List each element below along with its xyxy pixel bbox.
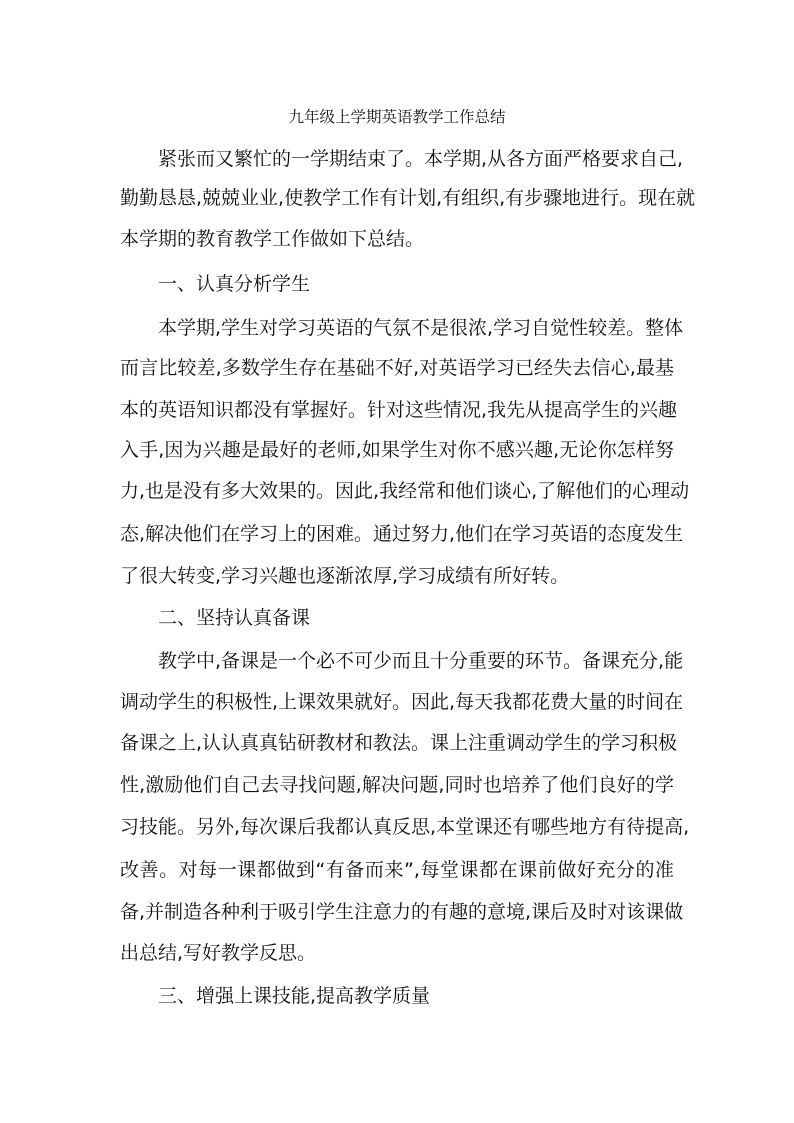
- text-line: 而言比较差,多数学生存在基础不好,对英语学习已经失去信心,最基: [120, 357, 674, 379]
- text-line: 备课之上,认认真真钻研教材和教法。课上注重调动学生的学习积极: [120, 732, 678, 754]
- section-heading: 二、坚持认真备课: [158, 607, 311, 629]
- text-line: 备,并制造各种利于吸引学生注意力的有趣的意境,课后及时对该课做: [120, 901, 684, 923]
- text-line: 勤勤恳恳,兢兢业业,使教学工作有计划,有组织,有步骤地进行。现在就: [120, 187, 696, 209]
- section-heading: 三、增强上课技能,提高教学质量: [158, 985, 431, 1007]
- text-line: 本的英语知识都没有掌握好。针对这些情况,我先从提高学生的兴趣: [120, 399, 678, 421]
- text-line: 态,解决他们在学习上的困难。通过努力,他们在学习英语的态度发生: [120, 523, 684, 545]
- text-line: 本学期的教育教学工作做如下总结。: [120, 228, 425, 250]
- text-line: 出总结,写好教学反思。: [120, 942, 317, 964]
- text-line: 改善。对每一课都做到“有备而来”,每堂课都在课前做好充分的准: [120, 859, 674, 881]
- text-line: 入手,因为兴趣是最好的老师,如果学生对你不感兴趣,无论你怎样努: [120, 439, 674, 461]
- text-line: 本学期,学生对学习英语的气氛不是很浓,学习自觉性较差。整体: [158, 317, 684, 339]
- text-line: 性,激励他们自己去寻找问题,解决问题,同时也培养了他们良好的学: [120, 774, 674, 796]
- text-line: 紧张而又繁忙的一学期结束了。本学期,从各方面严格要求自己,: [158, 148, 684, 170]
- text-line: 了很大转变,学习兴趣也逐渐浓厚,学习成绩有所好转。: [120, 565, 570, 587]
- text-line: 习技能。另外,每次课后我都认真反思,本堂课还有哪些地方有待提高,: [120, 816, 690, 838]
- section-heading: 一、认真分析学生: [158, 273, 311, 295]
- text-line: 力,也是没有多大效果的。因此,我经常和他们谈心,了解他们的心理动: [120, 480, 690, 502]
- text-line: 教学中,备课是一个必不可少而且十分重要的环节。备课充分,能: [158, 650, 684, 672]
- document-title: 九年级上学期英语教学工作总结: [288, 108, 506, 126]
- text-line: 调动学生的积极性,上课效果就好。因此,每天我都花费大量的时间在: [120, 691, 684, 713]
